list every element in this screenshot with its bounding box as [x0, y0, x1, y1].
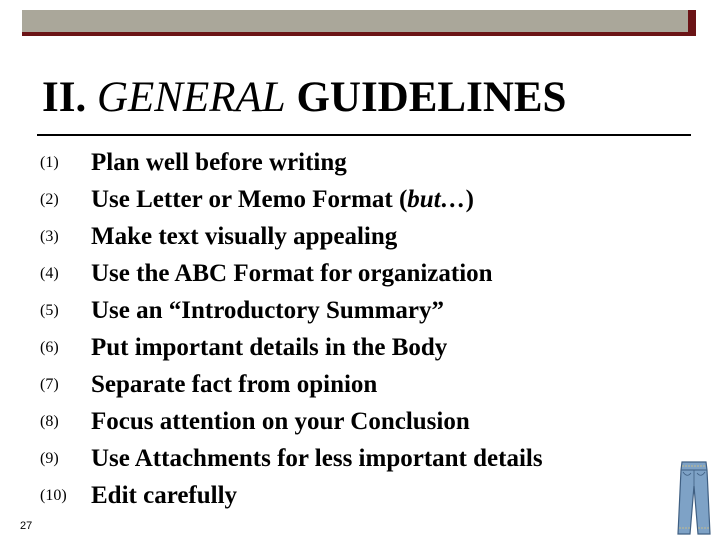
list-item — [38, 477, 638, 514]
list-item — [38, 403, 638, 440]
item-text: Separate fact from opinion — [91, 370, 378, 398]
item-text: Use an “Introductory Summary” — [91, 296, 445, 324]
list-item — [38, 366, 638, 403]
item-number: (6) — [40, 338, 59, 356]
item-number: (2) — [40, 190, 59, 208]
item-text-after: ) — [465, 185, 474, 213]
list-item — [38, 255, 638, 292]
jeans-icon — [676, 460, 712, 536]
item-number: (5) — [40, 301, 59, 319]
page-number: 27 — [20, 520, 33, 532]
list-item — [38, 329, 638, 366]
item-text — [91, 186, 474, 214]
header-corner-square — [688, 10, 696, 32]
title-prefix: II. — [42, 74, 97, 121]
list-item — [38, 440, 638, 477]
item-text: Plan well before writing — [91, 148, 347, 176]
item-number: (4) — [40, 264, 59, 282]
item-text: Use Attachments for less important details — [91, 444, 543, 472]
item-text-italic: but… — [407, 185, 466, 213]
item-number: (3) — [40, 227, 59, 245]
item-text: Edit carefully — [91, 481, 238, 509]
guidelines-list — [38, 144, 638, 514]
header-bar — [22, 10, 696, 36]
item-number: (1) — [40, 153, 59, 171]
list-item — [38, 292, 638, 329]
list-item — [38, 144, 638, 181]
list-item — [38, 181, 638, 218]
item-number: (8) — [40, 412, 59, 430]
item-text: Make text visually appealing — [91, 222, 398, 250]
title-underline — [37, 134, 691, 136]
item-number: (9) — [40, 449, 59, 467]
title-italic: GENERAL — [96, 74, 286, 121]
item-text: Focus attention on your Conclusion — [91, 407, 470, 435]
item-number: (7) — [40, 375, 59, 393]
item-text: Use the ABC Format for organization — [91, 259, 493, 287]
item-text-before: Use Letter or Memo Format ( — [91, 185, 408, 213]
item-text: Put important details in the Body — [91, 333, 448, 361]
list-item — [38, 218, 638, 255]
slide-title — [42, 76, 566, 119]
item-number: (10) — [40, 486, 67, 504]
title-suffix: GUIDELINES — [285, 74, 567, 121]
